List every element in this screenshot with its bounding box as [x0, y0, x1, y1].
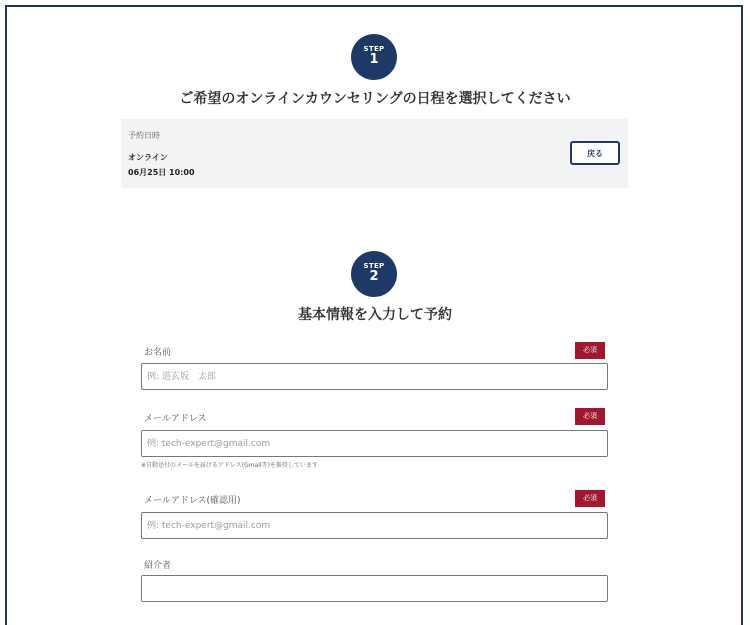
- step-1-badge-number: 1: [369, 52, 379, 67]
- reservation-label: 予約日時: [128, 131, 160, 140]
- email-hint: ※自動送付のメールを届けるアドレス(Gmail等)を推奨しています: [141, 462, 318, 469]
- name-input[interactable]: [141, 363, 608, 390]
- step-1-badge-label: STEP: [363, 45, 385, 53]
- reservation-datetime: 06月25日 10:00: [128, 168, 195, 177]
- reservation-summary: [121, 119, 628, 188]
- step-1-badge: [351, 34, 397, 80]
- step-2-title: 基本情報を入力して予約: [298, 307, 452, 323]
- email-label: メールアドレス: [144, 414, 207, 424]
- step-1-title: ご希望のオンラインカウンセリングの日程を選択してください: [179, 91, 571, 107]
- name-required-badge: 必須: [575, 342, 605, 359]
- reservation-method: オンライン: [128, 153, 168, 162]
- back-button[interactable]: 戻る: [570, 141, 620, 165]
- name-label: お名前: [144, 348, 172, 358]
- email-confirm-input[interactable]: [141, 512, 608, 539]
- email-confirm-required-badge: 必須: [575, 490, 605, 507]
- email-confirm-label: メールアドレス(確認用): [144, 496, 241, 506]
- referral-input[interactable]: [141, 575, 608, 602]
- referral-label: 紹介者: [144, 561, 172, 571]
- email-required-badge: 必須: [575, 408, 605, 425]
- step-2-badge: [351, 251, 397, 297]
- step-2-badge-label: STEP: [363, 262, 385, 270]
- step-2-badge-number: 2: [369, 269, 379, 284]
- email-input[interactable]: [141, 430, 608, 457]
